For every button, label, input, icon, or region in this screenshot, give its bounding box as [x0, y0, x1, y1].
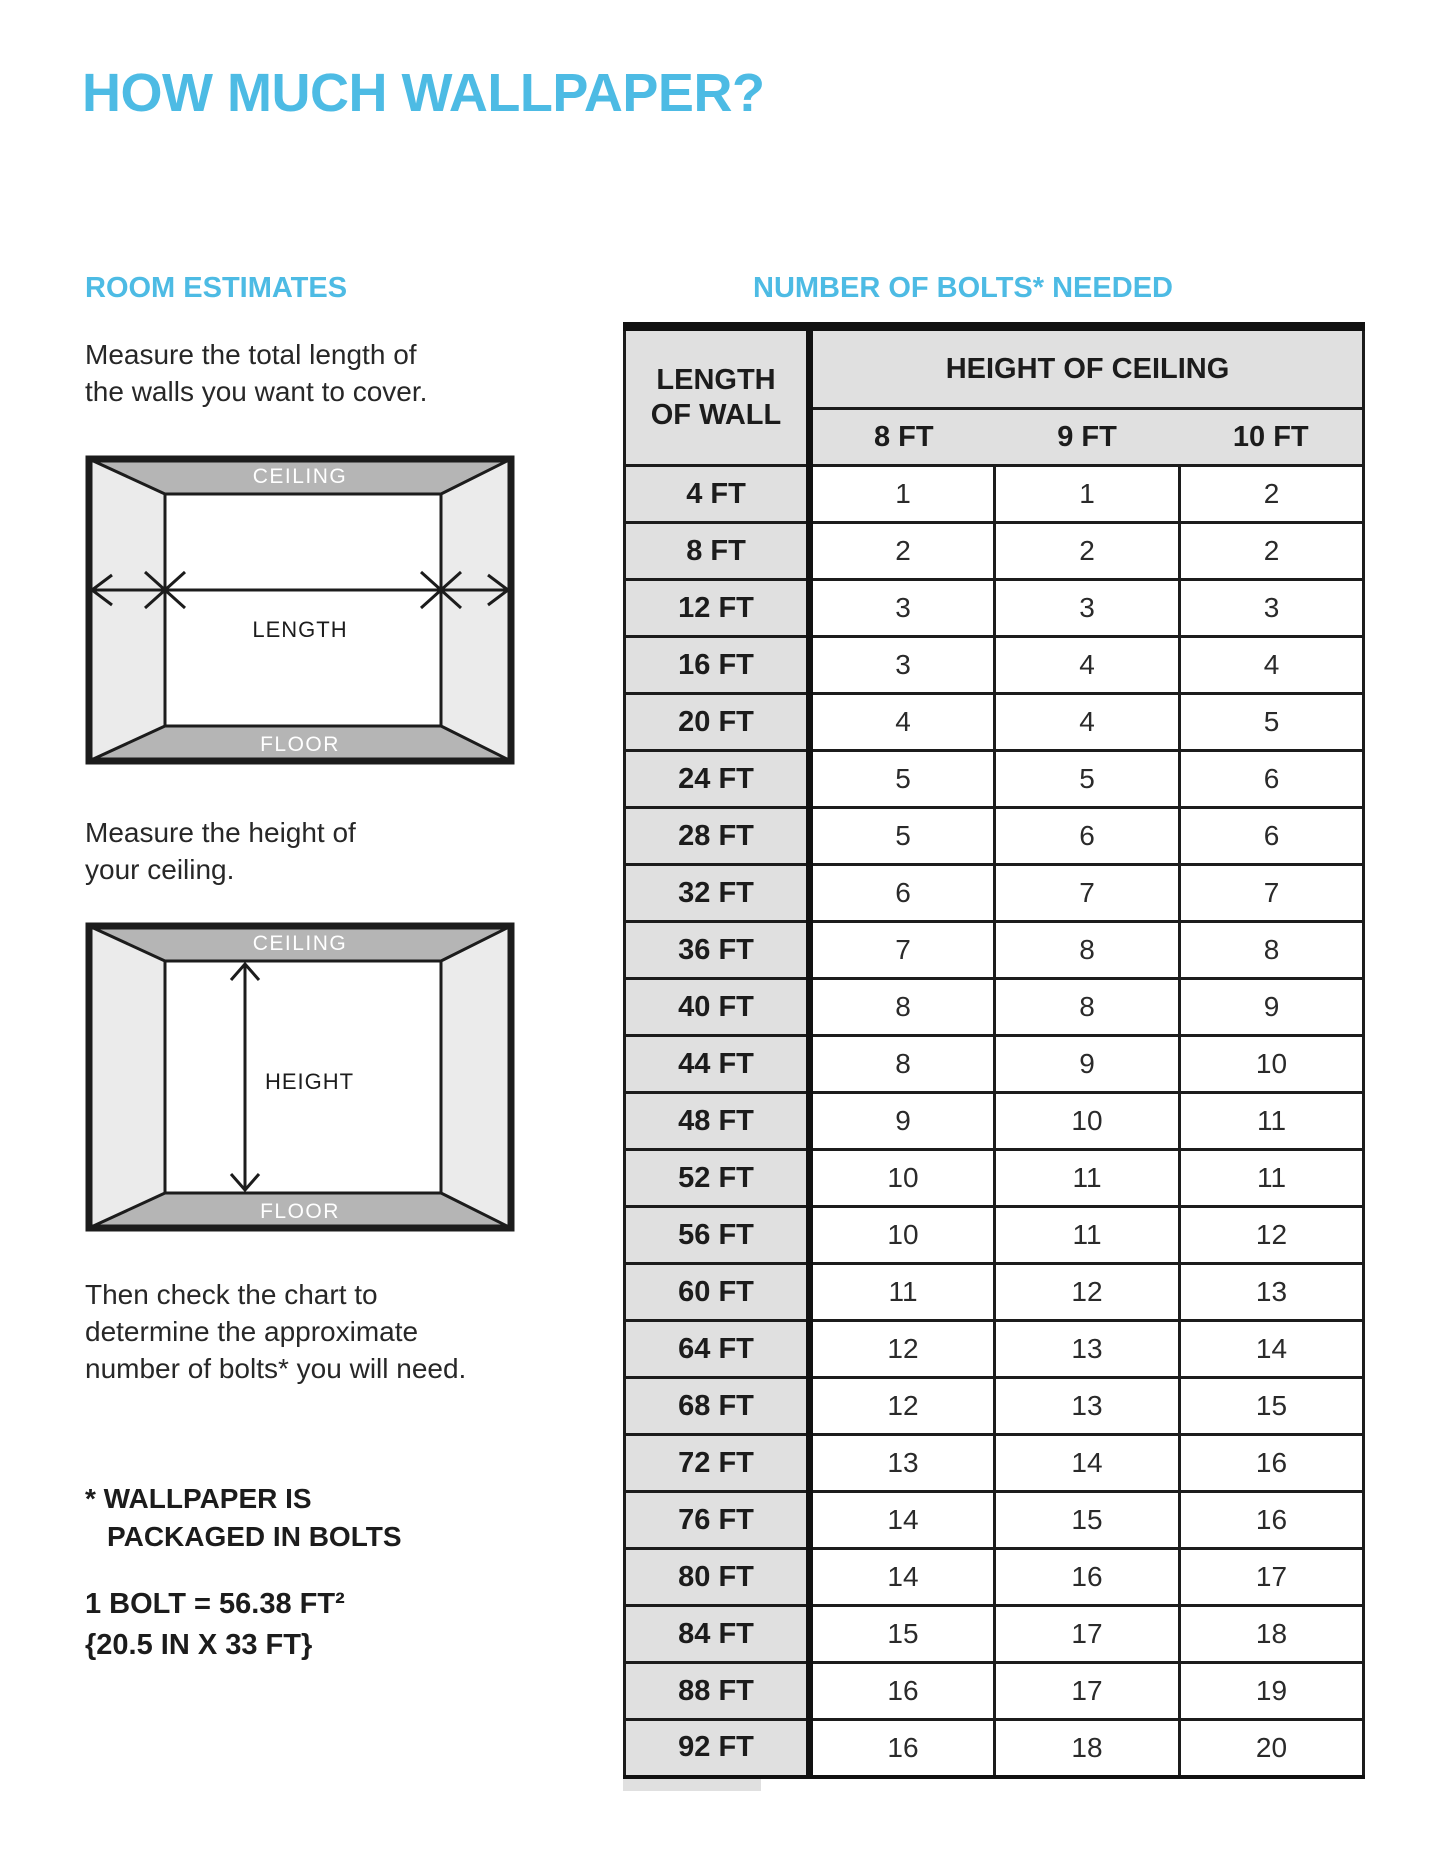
bolts-count-cell: 1 — [810, 466, 995, 523]
bolts-count-cell: 1 — [995, 466, 1180, 523]
length-measure-label: LENGTH — [252, 617, 348, 642]
page-title: HOW MUCH WALLPAPER? — [82, 63, 765, 123]
instruction-line: Measure the total length of — [85, 339, 417, 370]
bolts-count-cell: 17 — [1180, 1549, 1364, 1606]
right-wall-surface — [441, 926, 511, 1228]
wall-length-cell: 20 FT — [625, 694, 810, 751]
wall-length-cell: 16 FT — [625, 637, 810, 694]
back-wall-surface — [165, 494, 441, 726]
wall-length-cell: 36 FT — [625, 922, 810, 979]
bolts-count-cell: 12 — [1180, 1207, 1364, 1264]
wall-length-cell: 4 FT — [625, 466, 810, 523]
table-row — [625, 922, 1364, 979]
bolts-count-cell: 13 — [995, 1378, 1180, 1435]
bolts-table-rows — [625, 466, 1364, 1777]
table-row — [625, 1663, 1364, 1720]
bolts-count-cell: 4 — [995, 637, 1180, 694]
wall-length-cell: 12 FT — [625, 580, 810, 637]
bolt-footnote — [85, 1480, 402, 1556]
table-row — [625, 466, 1364, 523]
table-row — [625, 1321, 1364, 1378]
check-chart-instruction — [85, 1276, 466, 1387]
room-length-diagram — [85, 455, 515, 765]
bolts-count-cell: 10 — [810, 1207, 995, 1264]
bolts-count-cell: 7 — [1180, 865, 1364, 922]
table-row — [625, 523, 1364, 580]
wall-length-cell: 28 FT — [625, 808, 810, 865]
instruction-line: Then check the chart to — [85, 1279, 378, 1310]
bolts-count-cell: 11 — [995, 1150, 1180, 1207]
wall-length-cell: 48 FT — [625, 1093, 810, 1150]
bolts-count-cell: 6 — [1180, 751, 1364, 808]
bolts-count-cell: 8 — [1180, 922, 1364, 979]
right-wall-surface — [441, 459, 511, 761]
bolts-count-cell: 9 — [1180, 979, 1364, 1036]
bolts-count-cell: 9 — [810, 1093, 995, 1150]
height-of-ceiling-header: HEIGHT OF CEILING — [810, 327, 1364, 409]
bolts-count-cell: 12 — [995, 1264, 1180, 1321]
bolts-count-cell: 13 — [995, 1321, 1180, 1378]
bolts-count-cell: 5 — [1180, 694, 1364, 751]
bolts-count-cell: 11 — [810, 1264, 995, 1321]
measure-height-instruction — [85, 814, 356, 888]
table-row — [625, 1378, 1364, 1435]
bolts-count-cell: 16 — [995, 1549, 1180, 1606]
table-row — [625, 1036, 1364, 1093]
footnote-line: PACKAGED IN BOLTS — [107, 1521, 402, 1552]
bolts-count-cell: 6 — [995, 808, 1180, 865]
floor-label: FLOOR — [260, 1200, 340, 1223]
column-header-8ft: 8 FT — [810, 409, 995, 466]
bolts-count-cell: 3 — [995, 580, 1180, 637]
wall-length-cell: 68 FT — [625, 1378, 810, 1435]
column-header-9ft: 9 FT — [995, 409, 1180, 466]
bolts-count-cell: 6 — [810, 865, 995, 922]
wall-length-cell: 44 FT — [625, 1036, 810, 1093]
bolts-count-cell: 10 — [995, 1093, 1180, 1150]
table-row — [625, 637, 1364, 694]
table-row — [625, 865, 1364, 922]
wall-length-cell: 52 FT — [625, 1150, 810, 1207]
wall-length-cell: 72 FT — [625, 1435, 810, 1492]
table-row — [625, 751, 1364, 808]
length-of-wall-header: LENGTH OF WALL — [625, 327, 810, 466]
bolts-count-cell: 2 — [810, 523, 995, 580]
table-row — [625, 694, 1364, 751]
bolts-count-cell: 13 — [1180, 1264, 1364, 1321]
wall-length-cell: 76 FT — [625, 1492, 810, 1549]
bolts-count-cell: 7 — [810, 922, 995, 979]
table-row — [625, 979, 1364, 1036]
bolts-count-cell: 16 — [810, 1663, 995, 1720]
bolts-count-cell: 2 — [1180, 466, 1364, 523]
bolts-count-cell: 4 — [810, 694, 995, 751]
table-row — [625, 580, 1364, 637]
table-row — [625, 1435, 1364, 1492]
bolts-count-cell: 3 — [810, 637, 995, 694]
bolts-table — [623, 322, 1365, 1779]
bolts-count-cell: 8 — [995, 979, 1180, 1036]
bolts-count-cell: 3 — [810, 580, 995, 637]
bolts-count-cell: 16 — [1180, 1492, 1364, 1549]
wall-length-cell: 24 FT — [625, 751, 810, 808]
left-wall-surface — [89, 459, 165, 761]
table-row — [625, 1720, 1364, 1777]
bolts-count-cell: 2 — [1180, 523, 1364, 580]
wall-length-cell: 60 FT — [625, 1264, 810, 1321]
instruction-line: Measure the height of — [85, 817, 356, 848]
table-row — [625, 1606, 1364, 1663]
bolts-count-cell: 7 — [995, 865, 1180, 922]
bolts-count-cell: 14 — [810, 1549, 995, 1606]
instruction-line: the walls you want to cover. — [85, 376, 428, 407]
wall-length-cell: 84 FT — [625, 1606, 810, 1663]
ceiling-label: CEILING — [252, 465, 348, 488]
bolt-spec — [85, 1584, 345, 1666]
bolts-count-cell: 14 — [1180, 1321, 1364, 1378]
instruction-line: determine the approximate — [85, 1316, 419, 1347]
bolts-count-cell: 10 — [1180, 1036, 1364, 1093]
bolts-count-cell: 4 — [1180, 637, 1364, 694]
bolts-needed-heading: NUMBER OF BOLTS* NEEDED — [753, 272, 1173, 304]
height-measure-label: HEIGHT — [265, 1069, 355, 1094]
table-row — [625, 1093, 1364, 1150]
bolts-count-cell: 18 — [995, 1720, 1180, 1777]
wall-length-cell: 88 FT — [625, 1663, 810, 1720]
bolts-count-cell: 17 — [995, 1606, 1180, 1663]
bolts-count-cell: 11 — [995, 1207, 1180, 1264]
wall-length-cell: 40 FT — [625, 979, 810, 1036]
table-row — [625, 808, 1364, 865]
bolts-count-cell: 4 — [995, 694, 1180, 751]
bolts-count-cell: 11 — [1180, 1093, 1364, 1150]
bolts-count-cell: 2 — [995, 523, 1180, 580]
measure-length-instruction — [85, 336, 427, 410]
left-wall-surface — [89, 926, 165, 1228]
bolts-count-cell: 12 — [810, 1321, 995, 1378]
bolts-count-cell: 20 — [1180, 1720, 1364, 1777]
bolts-count-cell: 12 — [810, 1378, 995, 1435]
wall-length-cell: 8 FT — [625, 523, 810, 580]
bolt-spec-line: {20.5 IN X 33 FT} — [85, 1629, 313, 1661]
bolts-count-cell: 18 — [1180, 1606, 1364, 1663]
bolts-count-cell: 15 — [810, 1606, 995, 1663]
bolts-count-cell: 10 — [810, 1150, 995, 1207]
wall-length-cell: 64 FT — [625, 1321, 810, 1378]
wall-length-cell: 56 FT — [625, 1207, 810, 1264]
instruction-line: your ceiling. — [85, 854, 235, 885]
bolts-count-cell: 8 — [995, 922, 1180, 979]
column-header-10ft: 10 FT — [1180, 409, 1364, 466]
bolts-count-cell: 6 — [1180, 808, 1364, 865]
instruction-line: number of bolts* you will need. — [85, 1353, 467, 1384]
table-row — [625, 1549, 1364, 1606]
bolts-count-cell: 19 — [1180, 1663, 1364, 1720]
bolts-count-cell: 5 — [810, 808, 995, 865]
wall-length-cell: 32 FT — [625, 865, 810, 922]
wall-length-cell: 80 FT — [625, 1549, 810, 1606]
footnote-line: * WALLPAPER IS — [85, 1483, 312, 1514]
bolts-count-cell: 17 — [995, 1663, 1180, 1720]
table-row — [625, 1492, 1364, 1549]
wall-length-cell: 92 FT — [625, 1720, 810, 1777]
bolts-count-cell: 15 — [995, 1492, 1180, 1549]
table-row — [625, 1150, 1364, 1207]
room-height-diagram — [85, 922, 515, 1232]
bolts-count-cell: 9 — [995, 1036, 1180, 1093]
table-gray-artifact — [623, 1777, 761, 1791]
table-row — [625, 1207, 1364, 1264]
bolts-count-cell: 15 — [1180, 1378, 1364, 1435]
bolts-count-cell: 8 — [810, 1036, 995, 1093]
bolts-count-cell: 16 — [810, 1720, 995, 1777]
bolt-spec-line: 1 BOLT = 56.38 FT² — [85, 1588, 345, 1620]
table-row — [625, 1264, 1364, 1321]
floor-label: FLOOR — [260, 733, 340, 756]
bolts-count-cell: 13 — [810, 1435, 995, 1492]
bolts-count-cell: 5 — [810, 751, 995, 808]
bolts-count-cell: 14 — [995, 1435, 1180, 1492]
bolts-count-cell: 11 — [1180, 1150, 1364, 1207]
bolts-count-cell: 3 — [1180, 580, 1364, 637]
bolts-count-cell: 8 — [810, 979, 995, 1036]
bolts-count-cell: 14 — [810, 1492, 995, 1549]
ceiling-label: CEILING — [252, 932, 348, 955]
bolts-count-cell: 16 — [1180, 1435, 1364, 1492]
room-estimates-heading: ROOM ESTIMATES — [85, 272, 348, 304]
bolts-count-cell: 5 — [995, 751, 1180, 808]
